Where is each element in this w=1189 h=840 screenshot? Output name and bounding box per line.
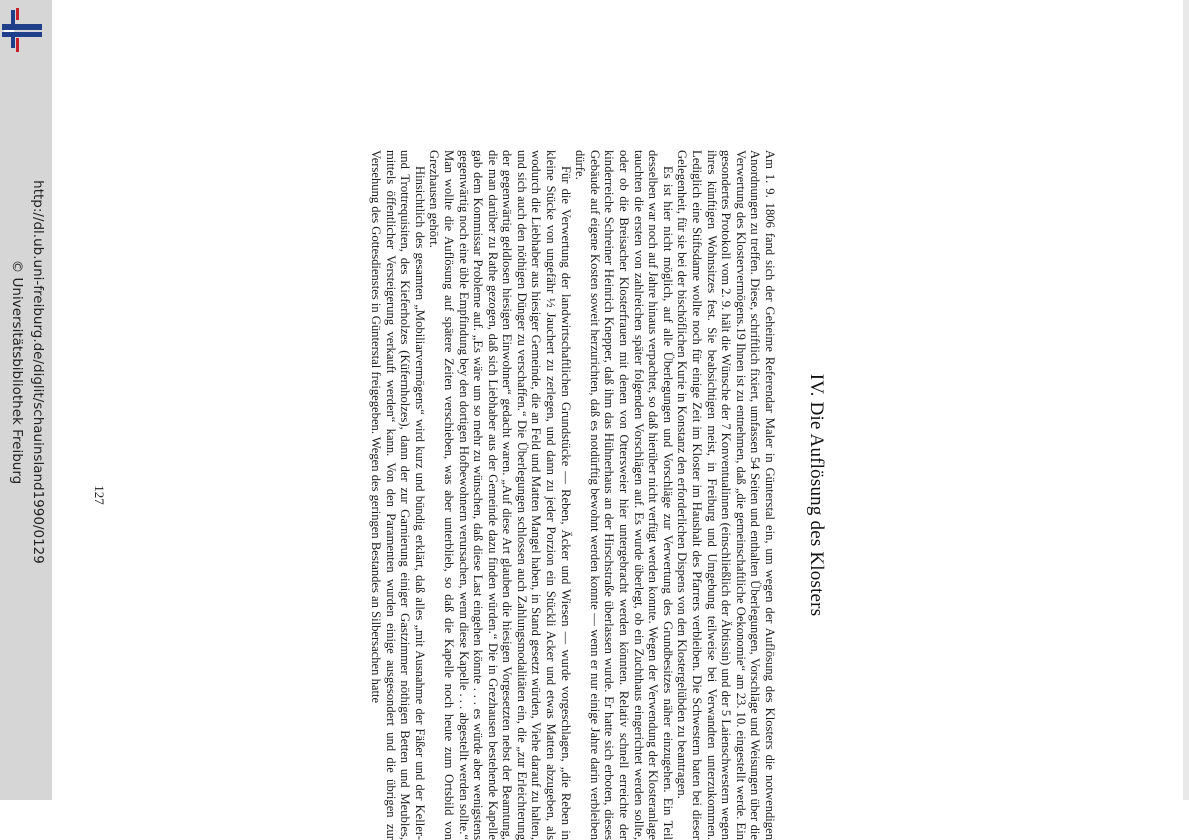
paragraph: Es ist hier nicht möglich, auf alle Überlegungen und Vorschläge zur Verwertung des Grundbesitzes näher einzugehen. Ein Teil desselben war noch auf Jahre hinaus verpachtet, so daß hierüber nicht verfügt werden konnte. Wegen der Verwendung der Klosteranlage tauchten die ersten von zahlreichen später folgenden Vorschlägen auf. Es wurde überlegt, ob ein Zuchthaus eingerichtet werden sollte, oder ob die Breisacher Klosterfrauen mit denen von Ottersweier hier untergebracht werden könnten. Relativ schnell erreichte der kinderreiche Schreiner Heinrich Knepper, daß ihm das Hühnerhaus an der Hirschstraße überlassen wurde. Er hatte sich erboten, dieses Gebäude auf eigene Kosten soweit herzurichten, daß es notdürftig bewohnt werden konnte — wenn er nur einige Jahre darin verbleiben dürfe.	[573, 150, 675, 840]
chapter-title: IV. Die Auflösung des Klosters	[806, 373, 827, 617]
scrollbar-track[interactable]	[1183, 0, 1189, 800]
body-text	[368, 150, 777, 840]
page-number: 127	[92, 485, 107, 505]
source-url-link[interactable]: http://dl.ub.uni-freiburg.de/diglit/schauinsland1990/0129	[30, 180, 46, 564]
copyright-notice: © Universitätsbibliothek Freiburg	[9, 259, 25, 485]
paragraph: Hinsichtlich des gesamten „Mobiliarvermögens“ wird kurz und bündig erklärt, daß alles „mit Ausnahme der Fäßer und der Keller- und Trottrequisiten, des Kieferholzes (Küfernholzes), dann der zur Garnierung einiger Gastzimmer nöthigen Betten und Meubles, mittels öffentlicher Versteigerung verkauft werden“ kann. Von den Paramenten wurden einige ausgesondert und die übrigen zur Versehung des Gottesdienstes in Günterstal freigegeben. Wegen des geringen Bestandes an Silbersachen hatte	[368, 150, 427, 840]
page-content	[0, 150, 1005, 840]
paragraph: Am 1. 9. 1806 fand sich der Geheime Referendar Maler in Günterstal ein, um wegen der Auflösung des Klosters die notwendigen Anordnungen zu treffen. Diese, schriftlich fixiert, umfassen 54 Seiten und enthalten Überlegungen, Vorschläge und Weisungen über die Verwertung des Klostervermögens.19 Ihnen ist zu entnehmen, daß „die gemeinschaftliche Oekonomie“ am 23. 10. eingestellt werde. Ein gesondertes Protokoll vom 2. 9. hält die Wünsche der 7 Konventualinnen (einschließlich der Äbtissin) und der 5 Laienschwestern wegen ihres künftigen Wohnsitzes fest. Sie beabsichtigen meist, in Freiburg und Umgebung teilweise bei Verwandten unterzukommen. Lediglich eine Stiftsdame wollte noch für einige Zeit im Kloster im Haushalt des Pfarrers verbleiben. Die Schwestern baten bei dieser Gelegenheit, für sie bei der bischöflichen Kurie in Konstanz den erforderlichen Dispens von den Klostergelübden zu beantragen.	[675, 150, 777, 840]
paragraph: Für die Verwertung der landwirtschaftlichen Grundstücke — Reben, Äcker und Wiesen — wurde vorgeschlagen, „die Reben in kleine Stücke von ungefähr ½ Jauchert zu zerlegen, und dann zu jeder Porzion ein Stückli Acker und etwas Matten abzugeben, als wodurch die Liebhaber aus hiesiger Gemeinde, die an Feld und Matten Mangel haben, in Stand gesetzt würden, Viehe darauf zu halten, und sich auch den nöthigen Dünger zu verschaffen.“ Die Überlegungen schlossen auch Zahlungsmodalitäten ein, die „zur Erleichterung der gegenwärtig geldlosen hiesigen Einwohner“ gedacht waren. „Auf diese Art glauben die hiesigen Vorgesetzten nebst der Beamtung, die man darüber zu Rathe gezogen, daß sich Liebhaber aus der Gemeinde dazu finden würden.“ Die in Grezhausen bestehende Kapelle gab dem Kommissar Probleme auf. „Es wäre um so mehr zu wünschen, daß diese Last eingehen könnte . . . es würde aber wenigstens gegenwärtig noch eine üble Empfindung bey den dortigen Hofbewohnern verursachen, wenn diese Kapelle . . . abgestellt werden sollte.“ Man wollte die Auflösung auf spätere Zeiten verschieben, was aber unterblieb, so daß die Kapelle noch heute zum Ortsbild von Grezhausen gehört.	[427, 150, 573, 840]
